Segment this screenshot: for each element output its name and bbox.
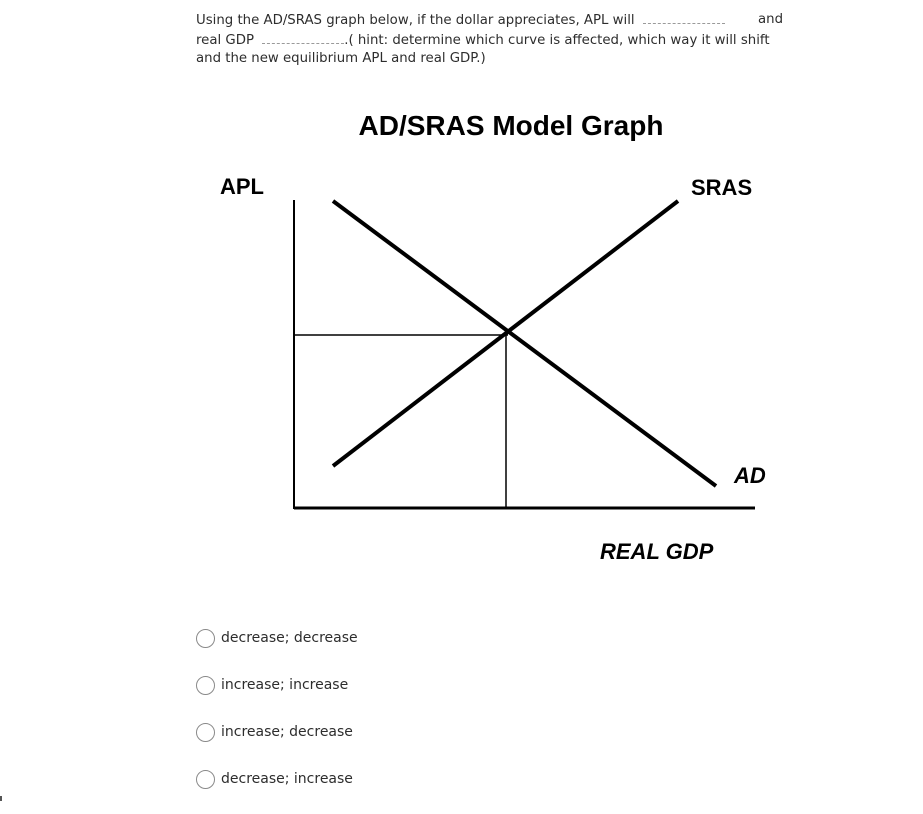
x-axis-label: REAL GDP (600, 539, 714, 564)
ad-curve-label: AD (734, 463, 766, 488)
radio-button-icon[interactable] (196, 723, 215, 742)
answer-option-label: decrease; increase (221, 771, 353, 787)
answer-option[interactable] (196, 767, 358, 814)
radio-button-icon[interactable] (196, 770, 215, 789)
question-line-1-end: and (758, 12, 784, 27)
page-edge-mark (0, 796, 2, 801)
answer-option[interactable] (196, 720, 358, 767)
question-line-3-text: and the new equilibrium APL and real GDP.) (196, 51, 486, 66)
answer-option-label: decrease; decrease (221, 630, 358, 646)
radio-button-icon[interactable] (196, 676, 215, 695)
answer-option-label: increase; decrease (221, 724, 353, 740)
question-line-2-text: real GDP (196, 32, 254, 48)
radio-button-icon[interactable] (196, 629, 215, 648)
answer-option[interactable] (196, 626, 358, 673)
ad-curve (333, 201, 716, 486)
question-hint-text: .( hint: determine which curve is affected, which way it will shift (344, 32, 770, 48)
graph-title: AD/SRAS Model Graph (358, 110, 664, 141)
answer-option-label: increase; increase (221, 677, 349, 693)
sras-curve-label: SRAS (691, 175, 753, 200)
answer-option[interactable] (196, 673, 358, 720)
y-axis-label: APL (220, 174, 264, 199)
question-line-1-text: Using the AD/SRAS graph below, if the dollar appreciates, APL will (196, 13, 635, 28)
answer-options (196, 626, 358, 814)
